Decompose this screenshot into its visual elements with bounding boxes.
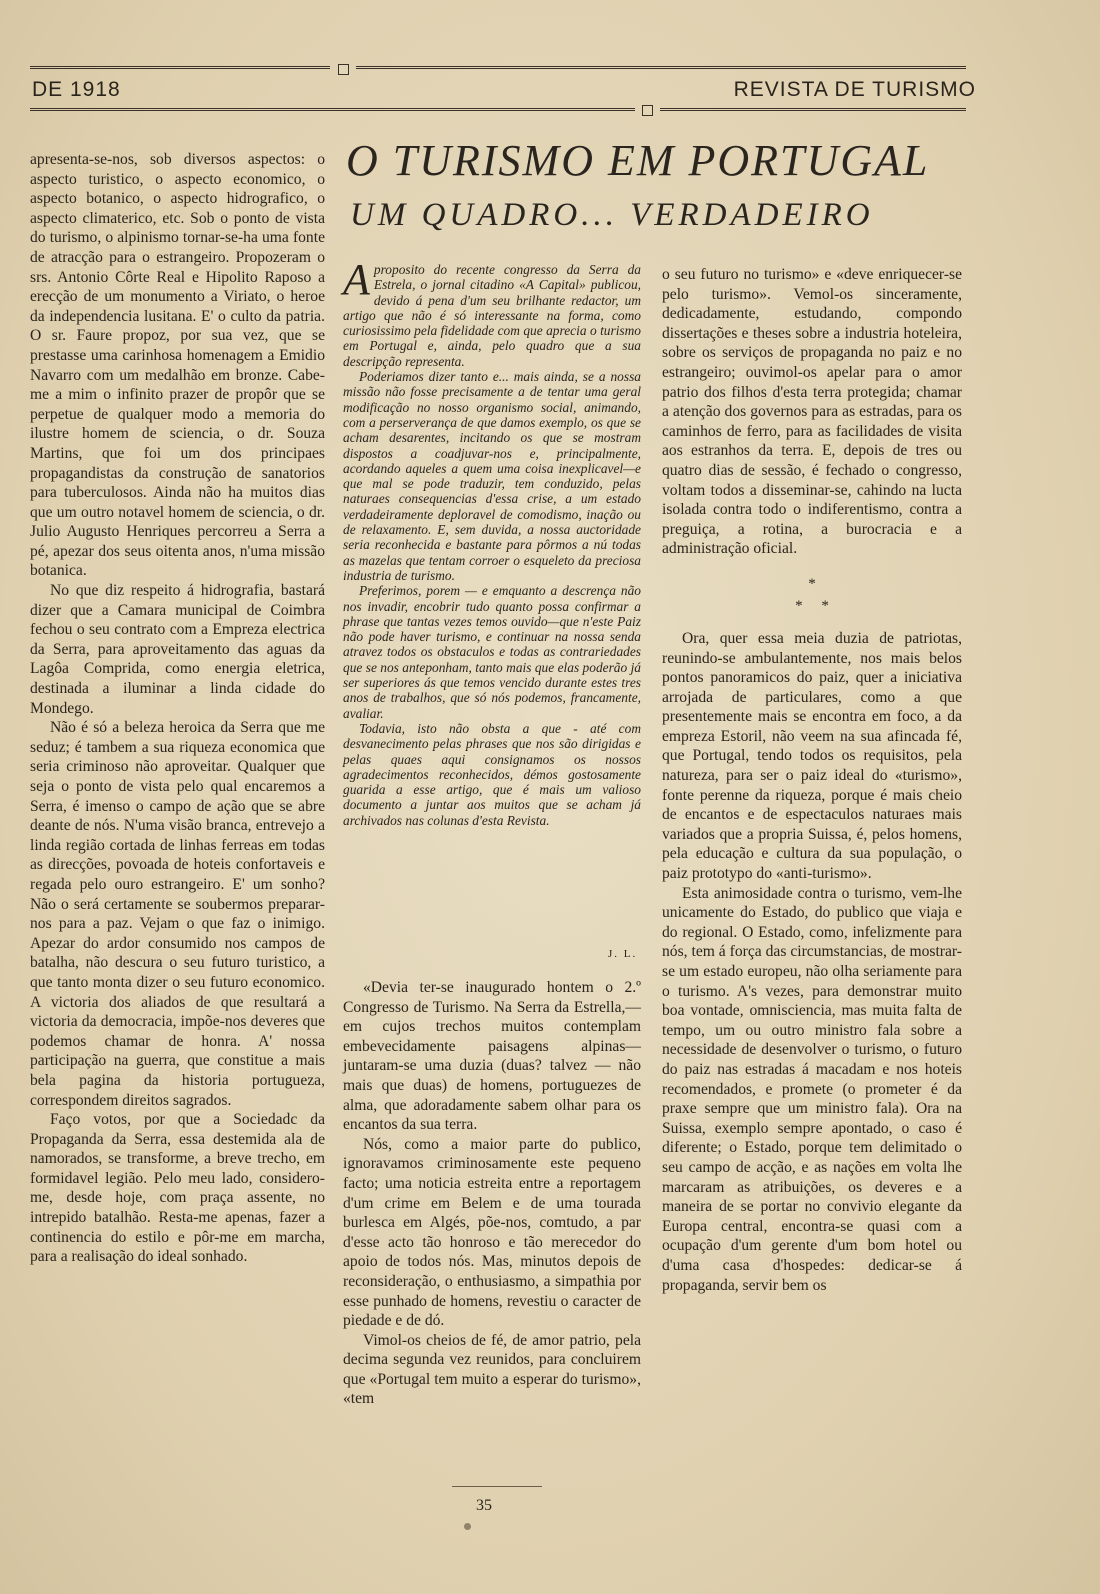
paragraph: apresenta-se-nos, sob diversos aspectos: o aspecto turistico, o aspecto economico, o aspecto botanico, o aspecto hidrografico, o aspecto climaterico, etc. Sob o ponto de vista do turismo, o alpinismo tornar-se-ha uma fonte de atracção para o estrangeiro. Propozeram o srs. Antonio Côrte Real e Hipolito Raposo a erecção de um monumento a Viriato, o heroe da independencia lusitana. E' o culto da patria. O sr. Faure propoz, por sua vez, que se prestasse uma carinhosa homenagem a Emidio Navarro com um medalhão em bronze. Cabe-me a mim o infinito prazer de propôr que se perpetue de qualquer modo a memoria do ilustre homem de sciencia, o dr. Souza Martins, que foi um dos principaes propagandistas da construção de sanatorios para tuberculosos. Ainda não ha muitos dias que um outro notavel homem de sciencia, o dr. Julio Augusto Henriques percorreu a Serra a pé, apezar dos seus oitenta anos, n'uma missão botanica. — [30, 151, 325, 580]
header-ornament-bottom — [642, 105, 653, 116]
paragraph: Faço votos, por que a Sociedadc da Propaganda da Serra, essa destemida ala de namorados, se transforme, a breve trecho, em formidavel legião. Pelo meu lado, considero-me, desde hoje, com praça assente, no intrepido batalhão. Resta-me apenas, fazer a continencia do estilo e pôr-me em marcha, para a realisação do ideal sonhado. — [30, 1111, 325, 1266]
signature: J. L. — [608, 948, 638, 960]
paragraph: Todavia, isto não obsta a que - até com desvanecimento pelas phrases que nos são dirigidas e pelas quaes aqui consignamos os nossos agradecimentos reconhecidos, démos gostosamente guarida a esse artigo, que é mais um valioso documento a juntar aos muitos que se acham já archivados nas colunas d'esta Revista. — [343, 720, 641, 828]
paragraph: Preferimos, porem — e emquanto a descrença não nos invadir, encobrir tudo quanto possa confirmar a phrase que tantas vezes temos ouvido—que n'este Paiz não pode haver turismo, e continuar na nossa senda atravez todos os obstaculos e todas as contrariedades que se nos anteponham, tanto mais que elas poderão já ser superiores ás que temos vencido durante estes tres anos de trabalhos, que só nós podemos, francamente, avaliar. — [343, 583, 641, 721]
divider-stars-bottom: * * — [795, 597, 829, 614]
paper-blemish — [464, 1523, 471, 1530]
paragraph: Nós, como a maior parte do publico, ignoravamos criminosamente este pequeno facto; uma noticia estreita entre a reportagem d'um crime em Belem e de uma tourada burlesca em Algés, põe-nos, comtudo, a par d'esse acto tão honroso e tão merecedor do apoio de todos nós. Mas, minutos depois de reconsideração, o enthusiasmo, a simpathia por esse punhado de homens, revestiu o caracter de piedade e de dó. — [343, 1135, 641, 1330]
header-rule-top-left — [30, 66, 330, 72]
paragraph: No que diz respeito á hidrografia, bastará dizer que a Camara municipal de Coimbra fechou o seu contrato com a Empreza electrica da Serra, para aproveitamento das aguas da Lagôa Comprida, como energia eletrica, destinada a iluminar a linda cidade do Mondego. — [30, 582, 325, 717]
column-1 — [30, 150, 325, 1267]
column-3 — [662, 265, 962, 1295]
paragraph — [343, 255, 641, 369]
article-subtitle: UM QUADRO... VERDADEIRO — [350, 197, 874, 233]
header-ornament-top — [338, 64, 349, 75]
article-title: O TURISMO EM PORTUGAL — [346, 136, 930, 185]
paragraph: Vimol-os cheios de fé, de amor patrio, pela decima segunda vez reunidos, para concluirem que «Portugal tem muito a esperar do turismo», «tem — [343, 1331, 641, 1408]
paragraph: Não é só a beleza heroica da Serra que me seduz; é tambem a sua riqueza economica que seria criminoso não aproveitar. Qualquer que seja o ponto de vista pelo qual encaremos a Serra, é imenso o campo de ação que se abre deante de nós. N'uma visão branca, entrevejo a linda região cortada de linhas ferreas em todas as direcções, povoada de hoteis confortaveis e regada pelo ouro estrangeiro. E' um sonho? Não o será certamente se soubermos preparar-nos para a paz. Vejam o que faz o inimigo. Apezar do ardor consumido nos campos de batalha, não descura o seu futuro turistico, a que tanto monta dizer o seu futuro economico. A victoria dos aliados de que resultará a victoria da democracia, impõe-nos deveres que podemos chamar de honra. A' nossa participação na guerra, que constitue a mais bela pagina da historia portugueza, correspondem direitos sagrados. — [30, 719, 325, 1109]
footer-rule — [452, 1486, 542, 1487]
header-rule-bottom-left — [30, 108, 635, 114]
header-rule-bottom-right — [660, 108, 966, 114]
paragraph: Ora, quer essa meia duzia de patriotas, reunindo-se ambulantemente, nos mais belos pontos panoramicos do paiz, quer a iniciativa arrojada de particulares, como a que presentemente mais se encontra em foco, a da empreza Estoril, não veem na sua afincada fé, que Portugal, tendo todos os requisitos, pela natureza, para ser o paiz ideal do «turismo», fonte perenne da riqueza, porque é mais cheio de encantos e de espectaculos naturaes mais variados que a propria Suissa, é, pelos homens, pela educação e cultura da sua população, o paiz prototypo do «anti-turismo». — [662, 629, 962, 883]
divider-star-top: * — [808, 575, 816, 592]
column-2 — [343, 978, 641, 1409]
paragraph-text: proposito do recente congresso da Serra da Estrela, o jornal citadino «A Capital» publicou, devido á pena d'um seu brilhante redactor, um artigo que não é só interessante na forma, como curiosissimo pela fidelidade com que aprecia o turismo em Portugal e, ainda, pelo quadro que a sua descripção representa. — [343, 262, 641, 369]
section-divider — [662, 573, 962, 617]
header-rule-top-right — [356, 66, 966, 72]
header-date: DE 1918 — [32, 78, 121, 101]
paragraph: «Devia ter-se inaugurado hontem o 2.º Congresso de Turismo. Na Serra da Estrella,—em cujos trechos muitos contemplam embevecidamente paisagens alpinas—juntaram-se uma duzia (duas? talvez — não mais que duas) de homens, portuguezes de alma, que adoradamente sabem olhar para os encantos da sua terra. — [343, 979, 641, 1134]
drop-cap: A — [343, 255, 370, 304]
editorial-note — [343, 255, 641, 828]
header-publication: REVISTA DE TURISMO — [733, 78, 976, 101]
paragraph: o seu futuro no turismo» e «deve enriquecer-se pelo turismo». Vemol-os sinceramente, dedicadamente, estudando, compondo dissertações e theses sobre a industria hoteleira, sobre os serviços de propaganda no paiz e no estrangeiro; ouvimol-os apelar para o amor patrio dos filhos d'esta terra protegida; chamar a atenção dos governos para as estradas, para os caminhos de ferro, para as facilidades de visita aos estranhos da terra. E, depois de tres ou quatro dias de sessão, é fechado o congresso, voltam todos a disseminar-se, cahindo na lucta isolada contra todo o indiferentismo, contra a preguiça, a rotina, a burocracia e a administração oficial. — [662, 266, 962, 558]
page-number: 35 — [476, 1497, 492, 1514]
paragraph: Poderiamos dizer tanto e... mais ainda, se a nossa missão não fosse precisamente a de tentar uma geral modificação no nosso organismo social, animando, com a perserverança de que damos exemplo, os que se acham desarentes, incitando os que se mostram dispostos a coadjuvar-nos e, principalmente, acordando aqueles a quem uma coisa inexplicavel—e que mal se pode traduzir, tem conduzido, pelas naturaes consequencias d'essa crise, a um estado verdadeiramente deploravel de comodismo, inação ou de relaxamento. E, sem duvida, a nossa auctoridade seria reconhecida e bastante para pôrmos a nú todas as mazelas que tentam corroer o esqueleto da preciosa industria de turismo. — [343, 369, 641, 583]
paragraph: Esta animosidade contra o turismo, vem-lhe unicamente do Estado, do publico que viaja e do regional. O Estado, como, infelizmente para nós, tem á força das circumstancias, de mostrar-se um estado europeu, não olha seriamente para o turismo. A's vezes, para demonstrar muito boa vontade, omnisciencia, mas muita falta de tempo, um ou outro ministro fala sobre a necessidade de desenvolver o turismo, o futuro do paiz nas estradas á macadam e nos hoteis recomendados, e promete (o prometer é da praxe sempre que um ministro fala). Ora na Suissa, exemplo sempre apontado, o caso é diferente; o Estado, porque tem delimitado o seu campo de acção, e as nações em volta lhe marcaram as atribuições, os deveres e a maneira de se portar no convivio elegante da Europa central, encontra-se quasi com a ocupação d'um gerente d'um bom hotel ou d'uma casa d'hospedes: dedicar-se á propaganda, servir bem os — [662, 884, 962, 1294]
